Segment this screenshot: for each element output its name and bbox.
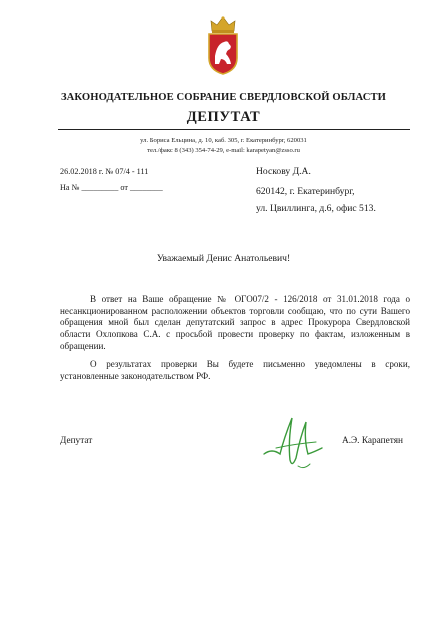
organization-name: ЗАКОНОДАТЕЛЬНОЕ СОБРАНИЕ СВЕРДЛОВСКОЙ ОБЛАСТИ xyxy=(60,92,387,103)
signatory-name: А.Э. Карапетян xyxy=(342,436,403,446)
handwritten-signature xyxy=(258,408,328,478)
addressee-name: Носкову Д.А. xyxy=(256,166,311,177)
coat-of-arms-icon xyxy=(203,14,243,76)
sender-role-title: ДЕПУТАТ xyxy=(186,109,261,125)
header-divider xyxy=(58,129,410,130)
contact-phone-email: тел./факс 8 (343) 354-74-29, e-mail: karapetyan@zsso.ru xyxy=(147,147,300,154)
greeting: Уважаемый Денис Анатольевич! xyxy=(156,253,291,264)
outgoing-date-number: 26.02.2018 г. № 07/4 - 111 xyxy=(60,167,149,176)
addressee-address-city: 620142, г. Екатеринбург, xyxy=(256,186,355,197)
reply-reference: На № _________ от ________ xyxy=(60,183,163,192)
contact-address: ул. Бориса Ельцина, д. 10, каб. 305, г. Екатеринбург, 620031 xyxy=(140,137,307,144)
signatory-role: Депутат xyxy=(60,436,93,446)
body-paragraph: О результатах проверки Вы будете письменно уведомлены в сроки, установленные законодательством РФ. xyxy=(60,359,410,381)
addressee-address-street: ул. Цвиллинга, д.6, офис 513. xyxy=(256,203,376,214)
body-paragraph: В ответ на Ваше обращение № ОГО07/2 - 126/2018 от 31.01.2018 года о несанкционированном расположении объектов торговли сообщаю, что по сути Вашего обращения мной был сделан депутатский запрос в адрес Прокурора Свердловской области Охлопкова С.А. с просьбой провести проверку по фактам, изложенным в обращении. xyxy=(60,294,410,351)
